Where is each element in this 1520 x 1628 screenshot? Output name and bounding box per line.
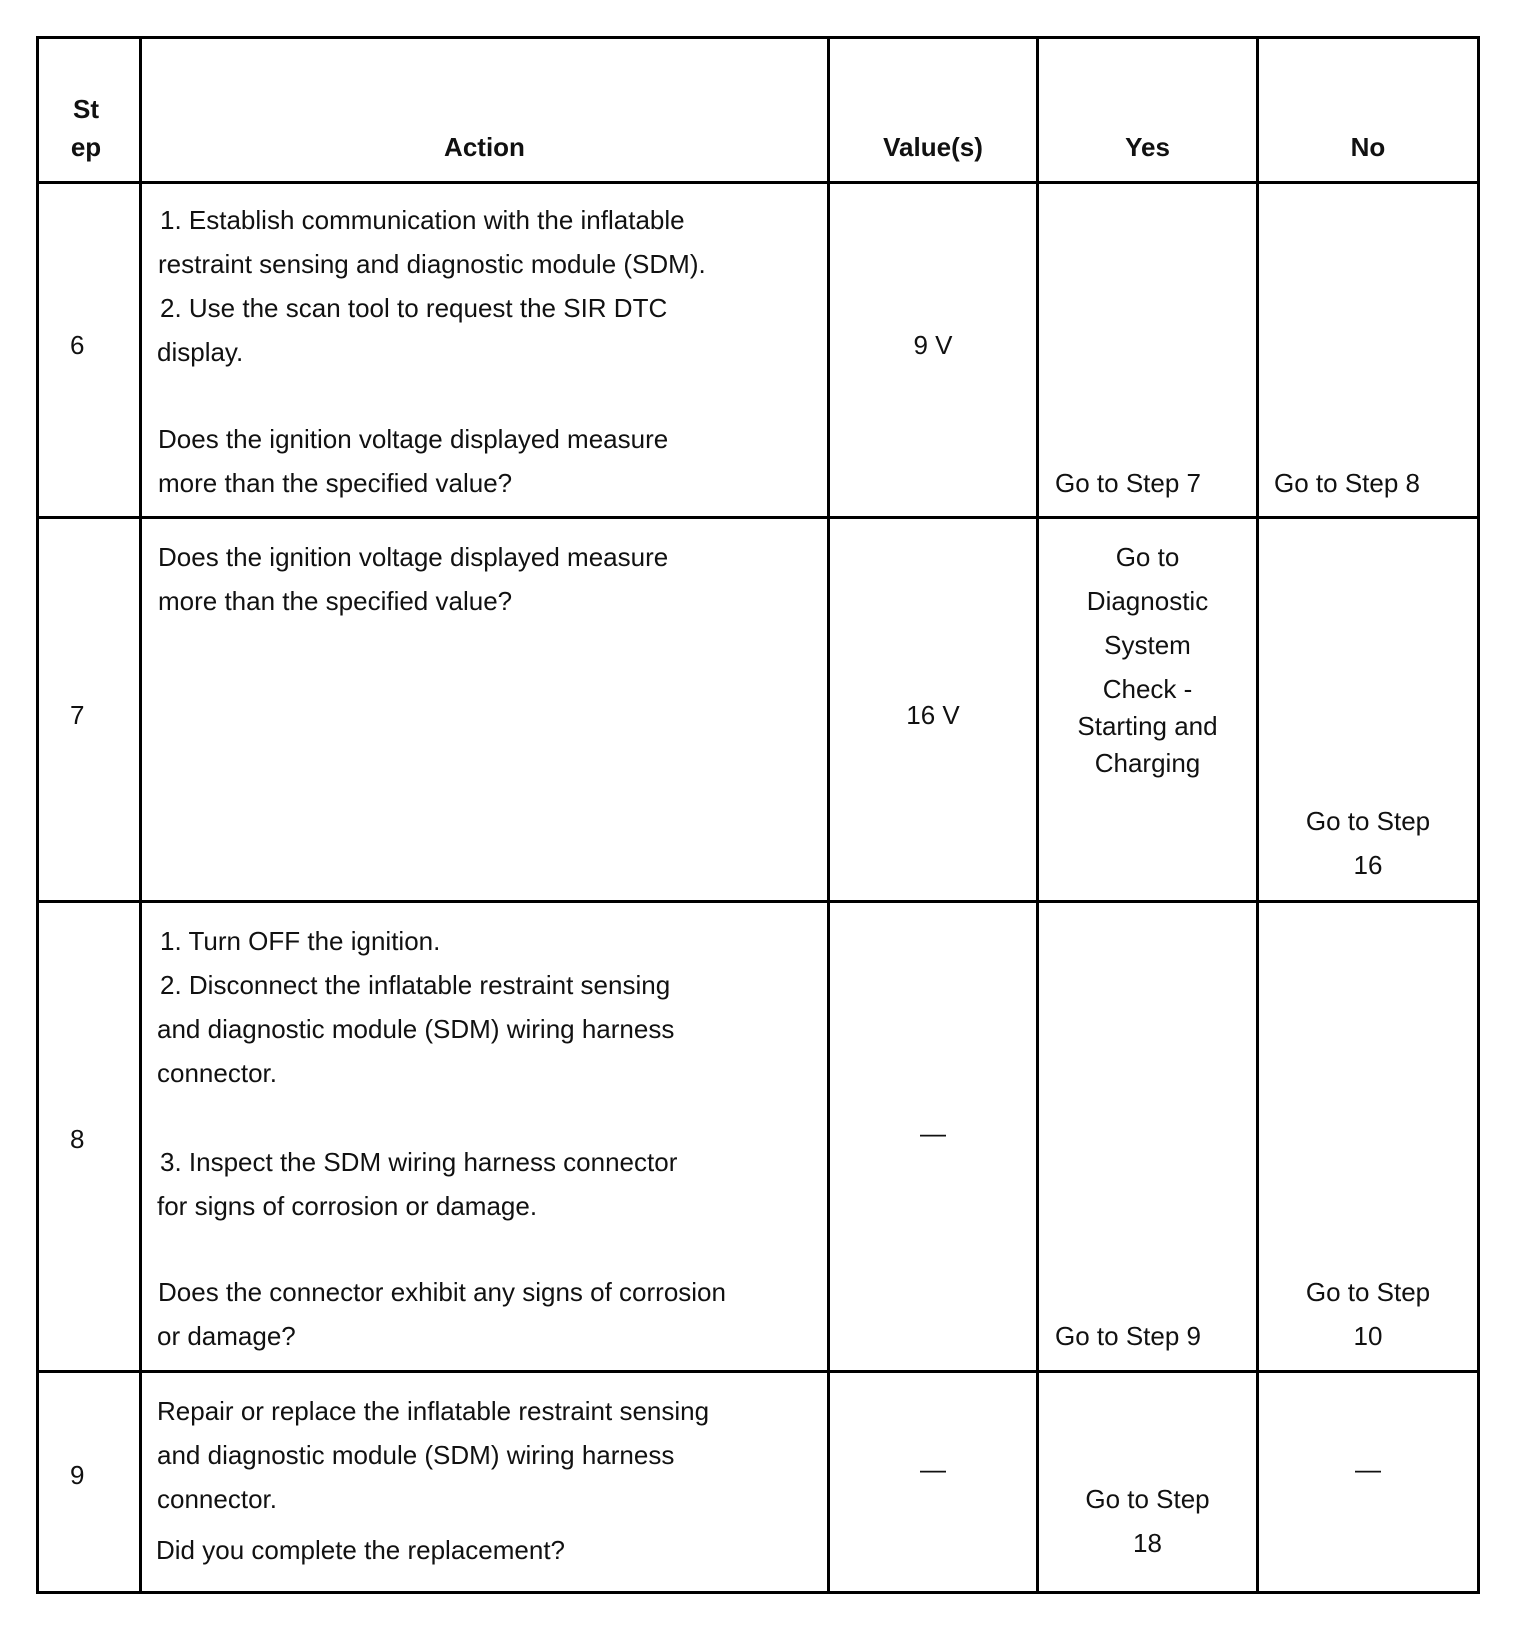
value-text: 9 V [913, 330, 953, 360]
header-values-cell [830, 39, 1039, 181]
table-row [39, 903, 1480, 1373]
header-row [39, 39, 1480, 184]
action-line: Does the connector exhibit any signs of corrosion [158, 1277, 726, 1307]
diagnostic-table [36, 36, 1480, 1594]
step-number: 8 [70, 1124, 85, 1154]
yes-cell[interactable] [1039, 519, 1259, 900]
value-text: — [920, 1454, 946, 1484]
table-row [39, 1373, 1480, 1594]
header-step-cell [39, 39, 142, 181]
no-cell [1259, 1373, 1480, 1594]
step-number: 7 [70, 700, 85, 730]
action-line: and diagnostic module (SDM) wiring harness [157, 1440, 675, 1470]
action-line: 2. Use the scan tool to request the SIR DTC [160, 293, 668, 323]
action-line: more than the specified value? [158, 586, 513, 616]
step-cell [39, 1373, 142, 1594]
action-cell [142, 519, 830, 900]
step-cell [39, 903, 142, 1370]
action-line: Did you complete the replacement? [156, 1535, 566, 1565]
value-cell [830, 903, 1039, 1370]
action-line: Does the ignition voltage displayed measure [158, 424, 669, 454]
action-line: 1. Establish communication with the inflatable [160, 205, 685, 235]
yes-link[interactable]: Go to Step 7 [1055, 468, 1201, 498]
step-cell [39, 519, 142, 900]
no-link-line[interactable]: Go to Step [1305, 806, 1431, 836]
action-line: 2. Disconnect the inflatable restraint sensing [160, 970, 671, 1000]
yes-link-line[interactable]: System [1104, 630, 1191, 660]
action-line: 1. Turn OFF the ignition. [160, 926, 441, 956]
yes-link-line[interactable]: Check - [1102, 674, 1193, 704]
action-cell [142, 903, 830, 1370]
yes-link-line[interactable]: Diagnostic [1086, 586, 1209, 616]
yes-link-line[interactable]: Starting and [1077, 711, 1218, 741]
no-cell[interactable] [1259, 519, 1480, 900]
action-cell [142, 1373, 830, 1594]
value-cell [830, 184, 1039, 516]
header-step-line1: St [73, 94, 99, 124]
yes-link-line[interactable]: Charging [1094, 748, 1201, 778]
no-cell[interactable] [1259, 903, 1480, 1370]
value-text: — [920, 1118, 946, 1148]
table-row [39, 184, 1480, 519]
step-cell [39, 184, 142, 516]
header-step-line2: ep [70, 132, 102, 162]
no-cell [1259, 184, 1480, 516]
value-cell [830, 519, 1039, 900]
header-action-cell [142, 39, 830, 181]
action-line: and diagnostic module (SDM) wiring harness [157, 1014, 675, 1044]
no-link-line[interactable]: 10 [1353, 1321, 1383, 1351]
no-text: — [1355, 1454, 1381, 1484]
header-values: Value(s) [883, 132, 983, 162]
value-text: 16 V [906, 700, 960, 730]
header-yes: Yes [1125, 132, 1170, 162]
yes-cell[interactable] [1039, 1373, 1259, 1594]
value-cell [830, 1373, 1039, 1594]
header-action: Action [444, 132, 525, 162]
step-number: 6 [70, 330, 85, 360]
action-line: for signs of corrosion or damage. [157, 1191, 538, 1221]
yes-link-line[interactable]: 18 [1133, 1528, 1162, 1558]
table-row [39, 519, 1480, 903]
yes-cell [1039, 184, 1259, 516]
action-line: restraint sensing and diagnostic module (SDM). [158, 249, 706, 279]
no-link-line[interactable]: 16 [1353, 850, 1383, 880]
action-line: Does the ignition voltage displayed measure [158, 542, 669, 572]
action-line: more than the specified value? [158, 468, 513, 498]
yes-link-line[interactable]: Go to Step [1085, 1484, 1210, 1514]
yes-link[interactable]: Go to Step 9 [1055, 1321, 1201, 1351]
header-no: No [1350, 132, 1386, 162]
yes-link-line[interactable]: Go to [1115, 542, 1180, 572]
header-yes-cell [1039, 39, 1259, 181]
no-link[interactable]: Go to Step 8 [1274, 468, 1420, 498]
header-no-cell [1259, 39, 1480, 181]
action-line: or damage? [157, 1321, 296, 1351]
action-line: connector. [157, 1484, 277, 1514]
action-line: connector. [157, 1058, 277, 1088]
action-cell [142, 184, 830, 516]
no-link-line[interactable]: Go to Step [1305, 1277, 1431, 1307]
step-number: 9 [70, 1460, 85, 1490]
action-line: Repair or replace the inflatable restraint sensing [157, 1396, 710, 1426]
action-line: 3. Inspect the SDM wiring harness connector [160, 1147, 678, 1177]
yes-cell [1039, 903, 1259, 1370]
action-line: display. [157, 337, 244, 367]
